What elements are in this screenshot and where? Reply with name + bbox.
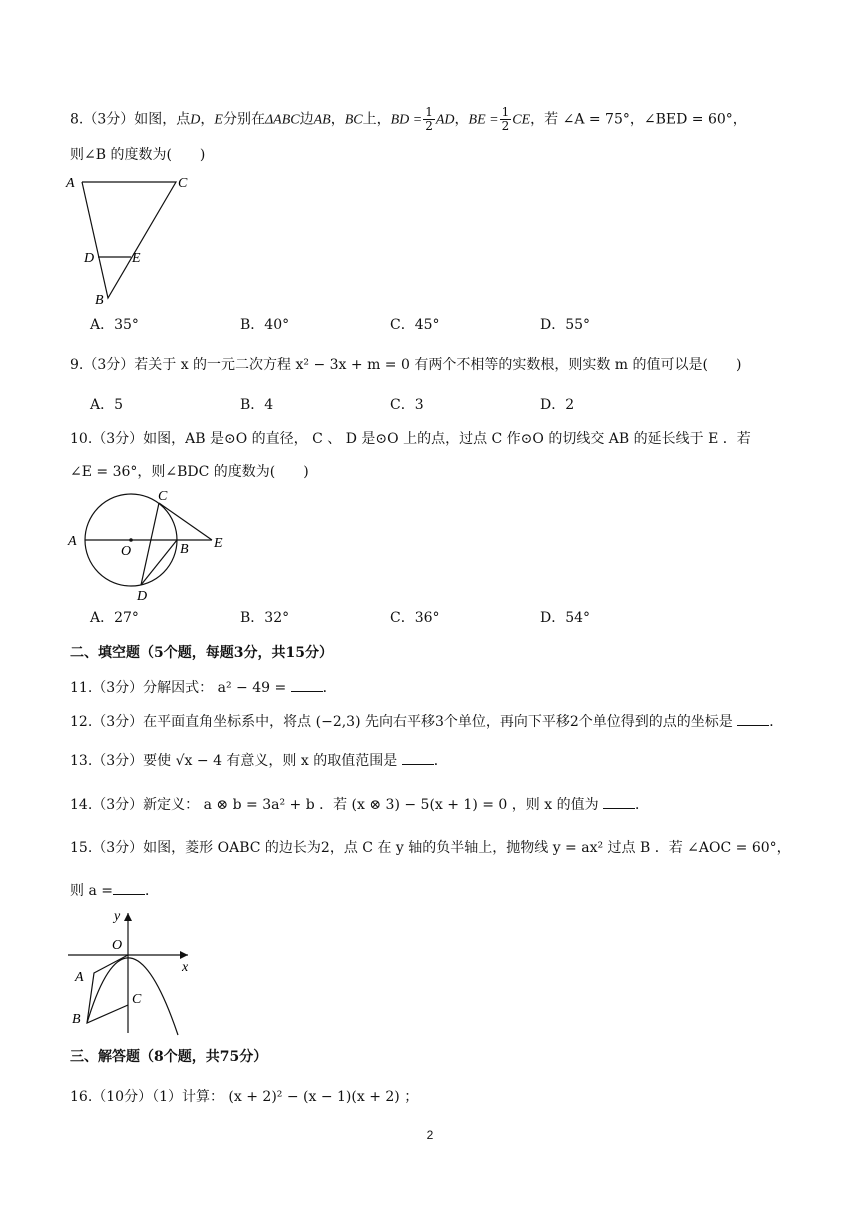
- triangle-figure: [62, 172, 202, 307]
- answer-blank[interactable]: [402, 750, 434, 765]
- option-a[interactable]: A．27°: [90, 610, 139, 626]
- option-a[interactable]: A．5: [90, 397, 124, 413]
- answer-blank[interactable]: [737, 711, 769, 726]
- label-B: B: [72, 1012, 81, 1027]
- parabola-figure: [66, 905, 206, 1040]
- fraction-half: $\frac{1}{2}$: [425, 105, 433, 133]
- option-b[interactable]: B．4: [240, 397, 274, 413]
- section-answers: 三、解答题（8个题，共75分）: [70, 1049, 268, 1065]
- option-d[interactable]: D．54°: [540, 610, 591, 626]
- label-O: O: [112, 938, 123, 953]
- q16: 16.（10分）（1）计算： (x + 2)² − (x − 1)(x + 2) ；: [70, 1089, 419, 1105]
- answer-blank[interactable]: [113, 880, 145, 895]
- fraction-half: $\frac{1}{2}$: [501, 105, 510, 133]
- answer-blank[interactable]: [603, 794, 635, 809]
- q10-line2: ∠E = 36°，则∠BDC 的度数为( ): [70, 464, 309, 480]
- option-b[interactable]: B．32°: [240, 610, 290, 626]
- option-c[interactable]: C．36°: [390, 610, 440, 626]
- q14: 14.（3分）新定义： a ⊗ b = 3a² + b ．若 (x ⊗ 3) − 5(x + 1) = 0 ，则 x 的值为 ．: [70, 794, 649, 815]
- label-B: B: [95, 293, 104, 308]
- label-O: O: [121, 544, 132, 559]
- label-C: C: [132, 992, 142, 1007]
- option-d[interactable]: D．2: [540, 397, 575, 413]
- q15-line1: 15.（3分）如图，菱形 OABC 的边长为2，点 C 在 y 轴的负半轴上，抛物线 y = ax² 过点 B ．若 ∠AOC = 60°，: [70, 840, 791, 856]
- section-fill-in: 二、填空题（5个题，每题3分，共15分）: [70, 645, 333, 661]
- q9-options: [90, 395, 690, 415]
- option-b[interactable]: B．40°: [240, 317, 290, 333]
- label-A: A: [66, 176, 75, 191]
- page-number: 2: [426, 1128, 434, 1142]
- circle-figure: [66, 485, 236, 605]
- q13: 13.（3分）要使 √x − 4 有意义，则 x 的取值范围是 ．: [70, 750, 448, 771]
- label-E: E: [132, 251, 141, 266]
- q8-options: [90, 315, 690, 335]
- label-B: B: [180, 542, 189, 557]
- label-C: C: [178, 176, 188, 191]
- q10-options: [90, 608, 690, 628]
- label-A: A: [68, 534, 77, 549]
- label-x: x: [182, 960, 189, 975]
- label-C: C: [158, 489, 168, 504]
- q9-text: 9.（3分）若关于 x 的一元二次方程 x² − 3x + m = 0 有两个不相等的实数根，则实数 m 的值可以是( ): [70, 357, 742, 373]
- label-D: D: [84, 251, 95, 266]
- q8-line1: 8.（3分）如图，点D，E分别在ΔABC边AB，BC上，BD = $\frac{1}{2}$ AD，BE = $\frac{1}{2}$ CE，若 ∠A = 75°，∠BED = 60°，: [70, 105, 747, 133]
- label-y: y: [114, 909, 121, 924]
- q11: 11.（3分）分解因式： a² − 49 = ．: [70, 677, 337, 698]
- answer-blank[interactable]: [291, 677, 323, 692]
- option-a[interactable]: A．35°: [90, 317, 139, 333]
- label-E: E: [214, 536, 223, 551]
- option-d[interactable]: D．55°: [540, 317, 591, 333]
- option-c[interactable]: C．45°: [390, 317, 440, 333]
- q8-line2: 则∠B 的度数为( ): [70, 147, 206, 163]
- option-c[interactable]: C．3: [390, 397, 424, 413]
- label-D: D: [137, 589, 148, 604]
- q15-line2: 则 a = ．: [70, 880, 159, 901]
- q10-line1: 10.（3分）如图，AB 是⊙O 的直径， C 、 D 是⊙O 上的点，过点 C 作⊙O 的切线交 AB 的延长线于 E ．若: [70, 431, 751, 447]
- q12: 12.（3分）在平面直角坐标系中，将点 (−2,3) 先向右平移3个单位，再向下平移2个单位得到的点的坐标是 ．: [70, 711, 783, 732]
- label-A: A: [75, 970, 84, 985]
